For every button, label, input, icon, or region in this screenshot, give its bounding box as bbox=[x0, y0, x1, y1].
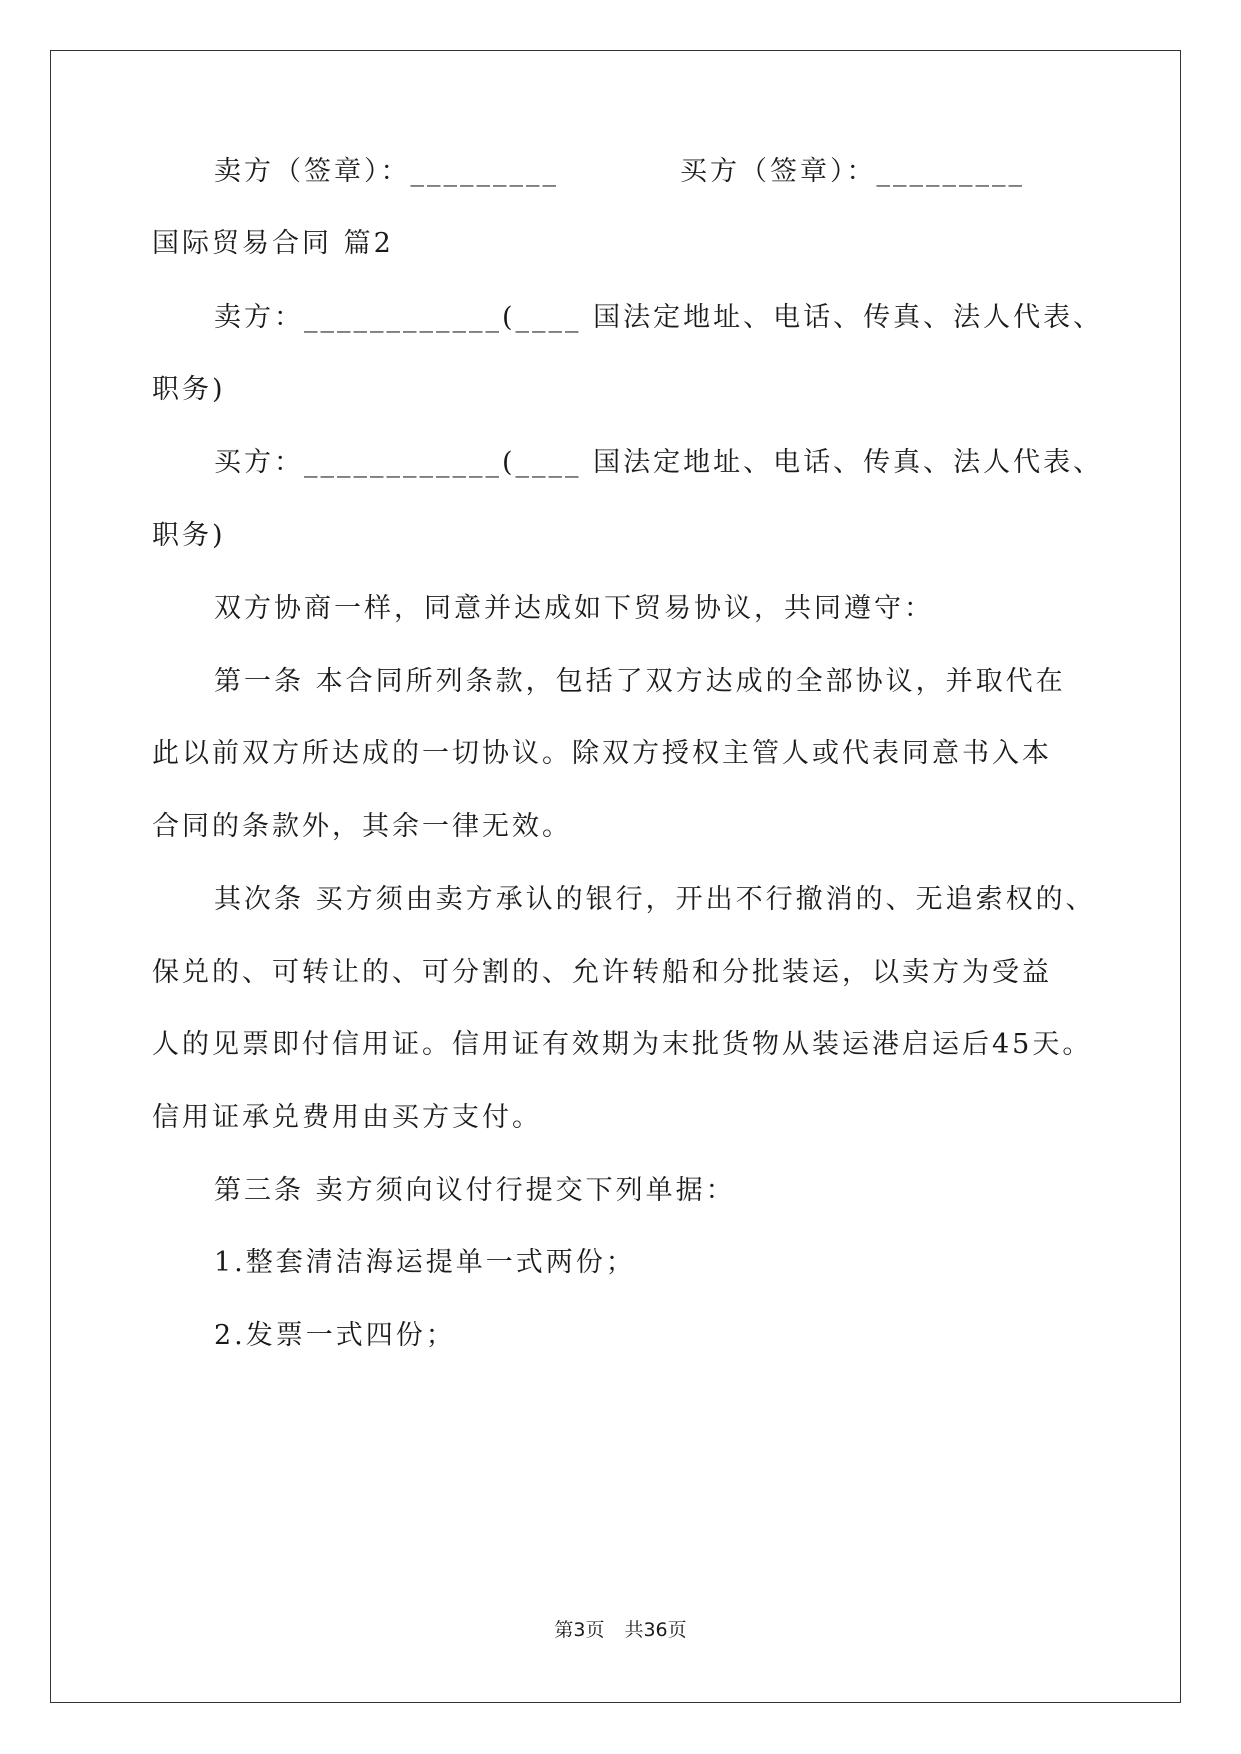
section-title: 国际贸易合同 篇2 bbox=[152, 228, 394, 259]
article2-line3: 人的见票即付信用证。信用证有效期为末批货物从装运港启运后45天。 bbox=[152, 1029, 1093, 1060]
buyer-info-line1: 买方：____________(____ 国法定地址、电话、传真、法人代表、 bbox=[214, 447, 1104, 478]
intro-paragraph: 双方协商一样，同意并达成如下贸易协议，共同遵守： bbox=[214, 593, 934, 624]
seller-signature: 卖方（签章）：_________ bbox=[214, 156, 559, 187]
page-footer bbox=[0, 1618, 1241, 1642]
seller-info-line2: 职务) bbox=[152, 374, 226, 405]
page-total: 共36页 bbox=[624, 1619, 687, 1641]
seller-info-line1: 卖方：____________(____ 国法定地址、电话、传真、法人代表、 bbox=[214, 302, 1104, 333]
article2-line4: 信用证承兑费用由买方支付。 bbox=[152, 1102, 542, 1133]
article3-line1: 第三条 卖方须向议付行提交下列单据： bbox=[214, 1175, 736, 1206]
page-number: 第3页 bbox=[554, 1619, 605, 1641]
article2-line1: 其次条 买方须由卖方承认的银行，开出不行撤消的、无追索权的、 bbox=[214, 884, 1096, 915]
article1-line1: 第一条 本合同所列条款，包括了双方达成的全部协议，并取代在 bbox=[214, 666, 1066, 697]
document-item-2: 2.发票一式四份； bbox=[214, 1320, 456, 1351]
buyer-info-line2: 职务) bbox=[152, 520, 226, 551]
buyer-signature: 买方（签章）：_________ bbox=[680, 156, 1025, 187]
document-item-1: 1.整套清洁海运提单一式两份； bbox=[214, 1247, 636, 1278]
article1-line2: 此以前双方所达成的一切协议。除双方授权主管人或代表同意书入本 bbox=[152, 738, 1052, 769]
article1-line3: 合同的条款外，其余一律无效。 bbox=[152, 811, 572, 842]
article2-line2: 保兑的、可转让的、可分割的、允许转船和分批装运，以卖方为受益 bbox=[152, 957, 1052, 988]
